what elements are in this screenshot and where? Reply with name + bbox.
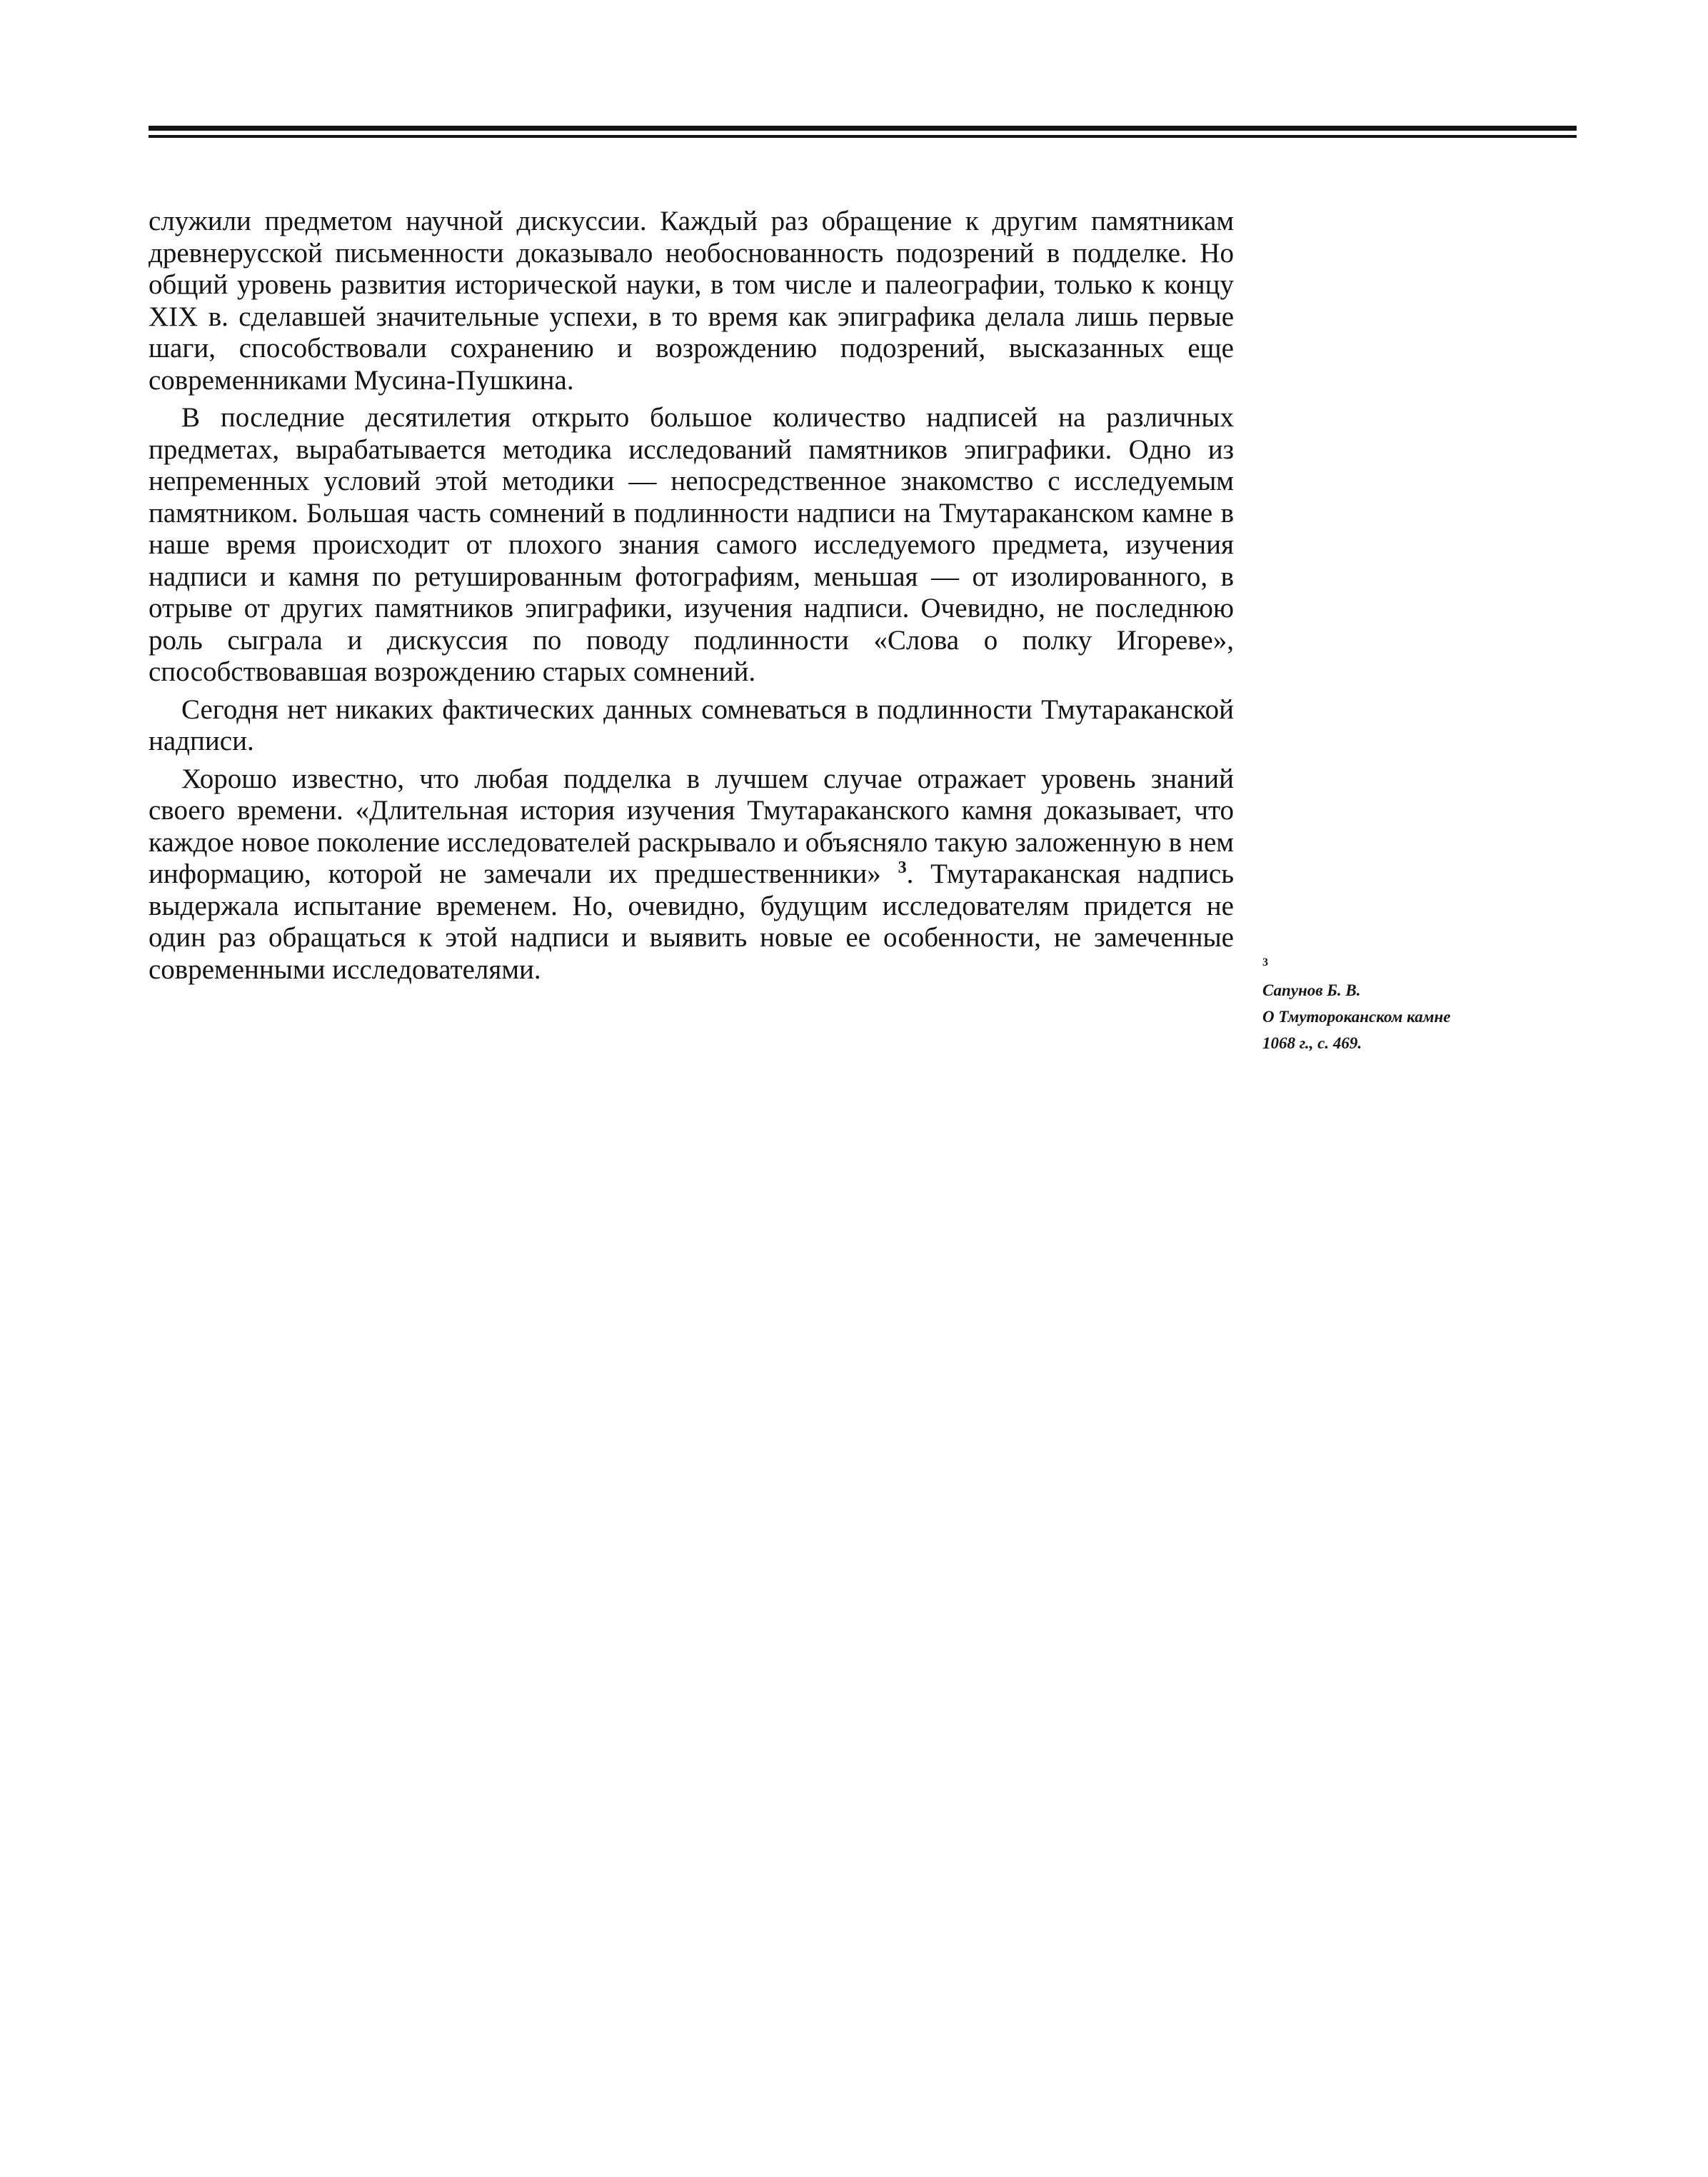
footnote-page: 1068 г., с. 469. <box>1262 1034 1362 1052</box>
paragraph-4 <box>149 764 1234 986</box>
header-rule-thin <box>149 135 1577 138</box>
paragraph-4-text-b: . Тмутараканская надпись выдержала испытание временем. Но, очевидно, будущим исследователям придется не один раз обращаться к этой надписи и выявить новые ее особенности, не замеченные современными исследователями. <box>149 859 1234 985</box>
header-rule-thick <box>149 126 1577 131</box>
footnote-title: О Тмутороканском камне <box>1262 1008 1451 1026</box>
margin-footnote <box>1262 956 1562 1056</box>
paragraph-2: В последние десятилетия открыто большое количество надписей на различных предметах, вырабатывается методика исследований памятников эпиграфики. Одно из непременных условий этой методики — непосредственное знакомство с исследуемым памятником. Большая часть сомнений в подлинности надписи на Тмутараканском камне в наше время происходит от плохого знания самого исследуемого предмета, изучения надписи и камня по ретушированным фотографиям, меньшая — от изолированного, в отрыве от других памятников эпиграфики, изучения надписи. Очевидно, не последнюю роль сыграла и дискуссия по поводу подлинности «Слова о полку Игореве», способствовавшая возрождению старых сомнений. <box>149 402 1234 687</box>
footnote-author: Сапунов Б. В. <box>1262 981 1361 999</box>
paragraph-3: Сегодня нет никаких фактических данных сомневаться в подлинности Тмутараканской надписи. <box>149 694 1234 756</box>
paragraph-4-text-a: Хорошо известно, что любая подделка в лучшем случае отражает уровень знаний своего времени. «Длительная история изучения Тмутараканского камня доказывает, что каждое новое поколение исследователей раскрывало и объясняло такую заложенную в нем информацию, которой не замечали их предшественники» <box>149 763 1234 889</box>
footnote-number: 3 <box>1262 956 1268 969</box>
paragraph-1: служили предметом научной дискуссии. Каждый раз обращение к другим памятникам древнерусской письменности доказывало необоснованность подозрений в подделке. Но общий уровень развития исторической науки, в том числе и палеографии, только к концу XIX в. сделавшей значительные успехи, в то время как эпиграфика делала лишь первые шаги, способствовали сохранению и возрождению подозрений, высказанных еще современниками Мусина-Пушкина. <box>149 206 1234 396</box>
footnote-reference-mark[interactable]: 3 <box>898 859 907 877</box>
main-text-column <box>149 206 1234 991</box>
